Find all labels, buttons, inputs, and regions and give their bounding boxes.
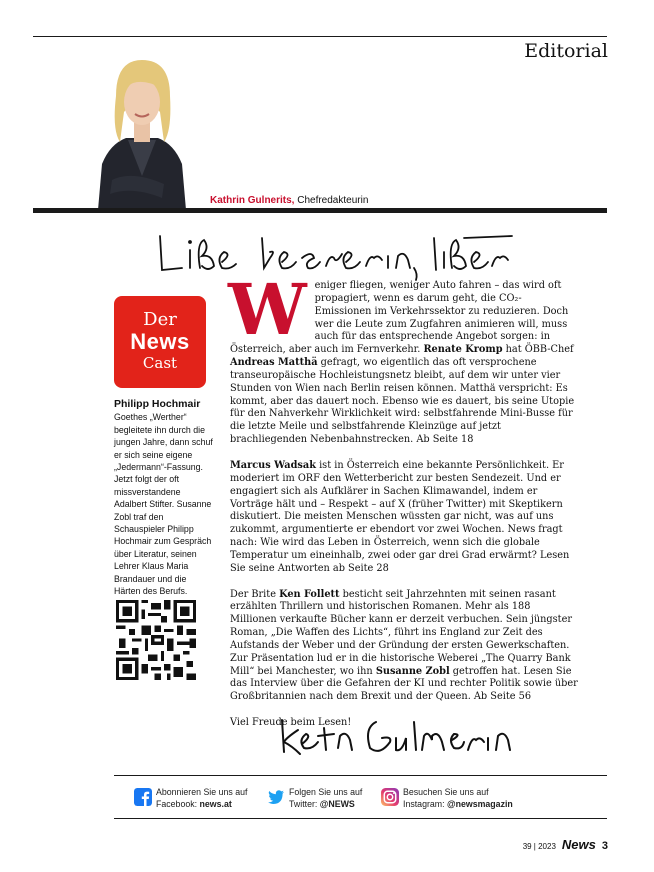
twitter-link[interactable] <box>267 786 377 816</box>
paragraph-1 <box>228 268 578 447</box>
footer-rule-bottom <box>114 818 607 819</box>
twitter-icon <box>267 788 285 806</box>
facebook-link[interactable] <box>134 786 264 816</box>
handwritten-greeting <box>152 228 532 288</box>
facebook-handle: news.at <box>199 799 232 809</box>
podcast-description: Goethes „Werther“ begleitete ihn durch die jungen Jahre, dann schuf er sich seine eigene „Jedermann“-Fassung. Jetzt folgt der oft missverstandene Adalbert Stifter. Susanne Zobl traf den Schauspieler Philipp Hochmair zum Gespräch über Literatur, seinen Lehrer Klaus Maria Brandauer und die Härten des Berufs. <box>114 412 213 597</box>
twitter-label: Twitter: <box>289 799 320 809</box>
p3-text-e: getroffen hat. Lesen Sie das Interview über die Gefahren der KI und rechter Politik sowie über Großbritannien nach dem Brexit und der Queen. Ab Seite 56 <box>230 665 578 703</box>
author-name: Kathrin Gulnerits, <box>210 195 295 206</box>
brand-wordmark: News <box>561 837 596 852</box>
footer-rule-top <box>114 775 607 776</box>
facebook-icon <box>134 788 152 806</box>
page-number: 3 <box>601 840 608 852</box>
top-rule <box>33 36 607 37</box>
p3-name-follett: Ken Follett <box>279 588 340 600</box>
author-role: Chefredakteurin <box>294 195 369 206</box>
p3-name-zobl: Susanne Zobl <box>375 665 450 677</box>
closing-line: Viel Freude beim Lesen! <box>230 717 352 729</box>
editor-signature <box>268 708 528 764</box>
logo-line-news: News <box>130 329 190 354</box>
logo-line-der: Der <box>143 309 177 330</box>
p1-text-e: gefragt, wo eigentlich das oft versprochene transeuropäische Hochleistungsnetz bleibt, auf dem wir unter vier Stunden von Wien nach Berlin reisen können. Matthä verspricht: Es kommt, aber das dauert noch. Ebenso wie es dauert, bis seine Utopie für den Nahverkehr Wirklichkeit wird: selbstfahrende Mini-Busse für die letzte Meile und selbstfahrende Kleinzüge auf jetzt brachliegenden Nebenbahnstrecken. Ab Seite 18 <box>230 357 575 446</box>
p3-text-c: besticht seit Jahrzehnten mit seinen rasant erzählten Thrillern und historischen Romanen. Mehr als 188 Millionen verkaufte Bücher kann er derzeit verbuchen. Sein jüngster Roman, „Die Waffen des Lichts“, führt ins England zur Zeit des Aufstands der Weber und der Gründung der ersten Gewerkschaften. Zur Präsentation lud er in die historische Weberei „The Quarry Bank Mill“ bei Manchester, wo ihn <box>230 588 572 677</box>
newscast-logo[interactable] <box>114 296 206 388</box>
issue-number: 39 | 2023 <box>522 842 556 851</box>
podcast-teaser <box>114 398 214 598</box>
editorial-body <box>228 268 578 743</box>
qr-code[interactable] <box>116 600 196 680</box>
twitter-handle: @NEWS <box>319 799 355 809</box>
instagram-link[interactable] <box>381 786 531 816</box>
paragraph-3 <box>230 589 578 705</box>
p1-text-c: hat ÖBB-Chef <box>502 344 574 356</box>
header-thick-rule <box>33 208 607 213</box>
instagram-icon <box>381 788 399 806</box>
facebook-label: Facebook: <box>156 799 200 809</box>
p1-text-a: eniger fliegen, weniger Auto fahren – das wird oft propagiert, wenn es darum geht, die CO₂-Emissionen im Verkehrssektor zu reduzieren. Doch wer die Leute zum Zugfahren animieren will, muss auch für das entsprechende Angebot sorgen: in Österreich, aber auch im Fernverkehr. <box>230 280 569 356</box>
p3-text-a: Der Brite <box>230 588 280 600</box>
section-label: Editorial <box>524 40 608 62</box>
logo-line-cast: Cast <box>142 354 178 372</box>
author-caption <box>210 195 368 206</box>
instagram-label: Instagram: <box>403 799 448 809</box>
facebook-prompt: Abonnieren Sie uns auf <box>156 787 248 797</box>
author-portrait <box>92 52 192 210</box>
twitter-prompt: Folgen Sie uns auf <box>289 787 363 797</box>
p1-name-matthae: Andreas Matthä <box>230 357 318 369</box>
drop-cap: W <box>228 268 307 351</box>
podcast-guest-name: Philipp Hochmair <box>114 398 201 410</box>
paragraph-2 <box>230 460 578 576</box>
page-folio <box>523 836 608 854</box>
instagram-prompt: Besuchen Sie uns auf <box>403 787 489 797</box>
p2-text-b: ist in Österreich eine bekannte Persönlichkeit. Er moderiert im ORF den Wetterbericht zur besten Sendezeit. Und er engagiert sich als Aufklärer in Sachen Klimawandel, indem er Vorträge hält und – Respekt – auf X (früher Twitter) mit Skeptikern diskutiert. Die meisten Menschen wüssten gar nicht, was auf uns zukommt, argumentierte er ebendort vor zwei Wochen. News fragt nach: Wie wird das Leben in Österreich, wenn sich die globale Temperatur um eineinhalb, zwei oder gar drei Grad erwärmt? Lesen Sie seine Antworten ab Seite 28 <box>230 459 570 574</box>
p1-name-kromp: Renate Kromp <box>423 344 503 356</box>
instagram-handle: @newsmagazin <box>447 799 513 809</box>
p2-name-wadsak: Marcus Wadsak <box>230 459 316 471</box>
